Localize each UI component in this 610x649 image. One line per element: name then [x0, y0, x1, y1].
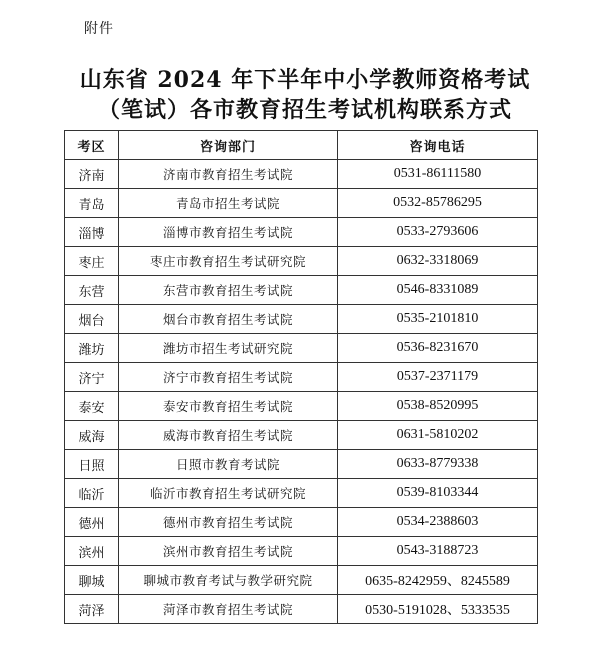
cell-org: 东营市教育招生考试院 — [119, 276, 338, 305]
cell-phone: 0530-5191028、5333535 — [338, 595, 538, 624]
cell-area: 烟台 — [65, 305, 119, 334]
cell-area: 东营 — [65, 276, 119, 305]
cell-phone: 0543-3188723 — [338, 537, 538, 566]
cell-area: 潍坊 — [65, 334, 119, 363]
cell-org: 潍坊市招生考试研究院 — [119, 334, 338, 363]
table-row — [65, 247, 538, 276]
table-row — [65, 189, 538, 218]
contact-table — [64, 130, 538, 624]
cell-phone: 0635-8242959、8245589 — [338, 566, 538, 595]
table-body — [65, 160, 538, 624]
header-area: 考区 — [65, 131, 119, 160]
document-title-line-2: （笔试）各市教育招生考试机构联系方式 — [97, 97, 512, 123]
cell-org: 临沂市教育招生考试研究院 — [119, 479, 338, 508]
cell-phone: 0532-85786295 — [338, 189, 538, 218]
cell-phone: 0536-8231670 — [338, 334, 538, 363]
table-row — [65, 392, 538, 421]
cell-phone: 0633-8779338 — [338, 450, 538, 479]
cell-area: 滨州 — [65, 537, 119, 566]
cell-area: 济宁 — [65, 363, 119, 392]
cell-phone: 0534-2388603 — [338, 508, 538, 537]
cell-phone: 0631-5810202 — [338, 421, 538, 450]
cell-area: 日照 — [65, 450, 119, 479]
cell-area: 威海 — [65, 421, 119, 450]
cell-org: 淄博市教育招生考试院 — [119, 218, 338, 247]
cell-org: 烟台市教育招生考试院 — [119, 305, 338, 334]
table-row — [65, 508, 538, 537]
cell-org: 滨州市教育招生考试院 — [119, 537, 338, 566]
cell-phone: 0546-8331089 — [338, 276, 538, 305]
table-row — [65, 305, 538, 334]
cell-org: 聊城市教育考试与教学研究院 — [119, 566, 338, 595]
cell-org: 日照市教育考试院 — [119, 450, 338, 479]
cell-area: 菏泽 — [65, 595, 119, 624]
cell-org: 济南市教育招生考试院 — [119, 160, 338, 189]
table-row — [65, 450, 538, 479]
cell-area: 临沂 — [65, 479, 119, 508]
table-row — [65, 218, 538, 247]
cell-phone: 0533-2793606 — [338, 218, 538, 247]
table-row — [65, 537, 538, 566]
table-row — [65, 566, 538, 595]
header-phone: 咨询电话 — [338, 131, 538, 160]
attachment-label: 附件 — [84, 21, 114, 37]
header-org: 咨询部门 — [119, 131, 338, 160]
table-row — [65, 595, 538, 624]
cell-org: 德州市教育招生考试院 — [119, 508, 338, 537]
cell-phone: 0632-3318069 — [338, 247, 538, 276]
cell-area: 枣庄 — [65, 247, 119, 276]
cell-phone: 0539-8103344 — [338, 479, 538, 508]
cell-phone: 0535-2101810 — [338, 305, 538, 334]
table-row — [65, 160, 538, 189]
cell-phone: 0538-8520995 — [338, 392, 538, 421]
cell-phone: 0531-86111580 — [338, 160, 538, 189]
cell-area: 聊城 — [65, 566, 119, 595]
cell-area: 淄博 — [65, 218, 119, 247]
cell-org: 济宁市教育招生考试院 — [119, 363, 338, 392]
cell-org: 枣庄市教育招生考试研究院 — [119, 247, 338, 276]
table-row — [65, 334, 538, 363]
document-title-line-1: 山东省 2024 年下半年中小学教师资格考试 — [79, 67, 531, 93]
cell-phone: 0537-2371179 — [338, 363, 538, 392]
cell-org: 青岛市招生考试院 — [119, 189, 338, 218]
table-row — [65, 276, 538, 305]
cell-area: 济南 — [65, 160, 119, 189]
cell-org: 菏泽市教育招生考试院 — [119, 595, 338, 624]
cell-org: 泰安市教育招生考试院 — [119, 392, 338, 421]
cell-area: 泰安 — [65, 392, 119, 421]
table-row — [65, 363, 538, 392]
cell-area: 青岛 — [65, 189, 119, 218]
cell-org: 威海市教育招生考试院 — [119, 421, 338, 450]
table-header-row — [65, 131, 538, 160]
table-row — [65, 421, 538, 450]
table-row — [65, 479, 538, 508]
cell-area: 德州 — [65, 508, 119, 537]
